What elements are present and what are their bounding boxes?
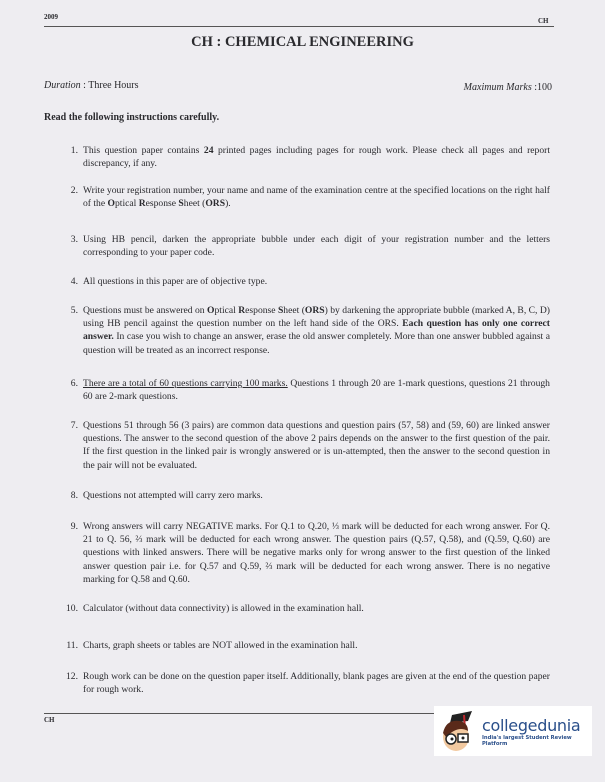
instruction-text [83, 377, 550, 403]
text-segment: S [178, 198, 184, 210]
instruction-number: 11. [66, 640, 78, 651]
instruction-number: 4. [70, 276, 78, 287]
duration-value: : Three Hours [80, 80, 139, 91]
max-marks-value: :100 [531, 82, 552, 93]
instruction-text [83, 639, 550, 652]
instruction-number: 8. [70, 490, 78, 501]
text-segment: Charts, graph sheets or tables are NOT allowed in the examination hall. [83, 640, 358, 651]
instruction-number: 12. [66, 671, 78, 682]
footer-code: CH [44, 716, 55, 724]
text-segment: heet ( [183, 198, 206, 210]
instruction-item [54, 184, 550, 210]
instruction-text [83, 602, 550, 615]
text-segment: Each question has only one correct answer. [83, 318, 550, 343]
instruction-item [54, 639, 550, 652]
instruction-number: 1. [70, 145, 78, 156]
mascot-icon [438, 709, 478, 753]
instruction-number: 7. [70, 420, 78, 431]
duration-label: Duration [44, 80, 81, 91]
instruction-number: 10. [66, 603, 78, 614]
instruction-item [54, 275, 550, 288]
instructions-heading: Read the following instructions carefully. [44, 112, 220, 123]
logo-name: collegedunia [482, 715, 581, 735]
text-segment: esponse [145, 198, 179, 210]
duration [44, 80, 139, 91]
instruction-text [83, 419, 550, 472]
instruction-item [54, 233, 550, 259]
instruction-text [83, 144, 550, 170]
text-segment: Rough work can be done on the question paper itself. Additionally, blank pages are given at the end of the question paper for rough work. [83, 671, 550, 696]
text-segment: Wrong answers will carry NEGATIVE marks. For Q.1 to Q.20, ⅓ mark will be deducted for each wrong answer. For Q. 21 to Q. 56, ⅔ mark will be deducted for each wrong answer. The question pairs (Q.57, Q.58), and (Q.59, Q.60) are questions with linked answers. There will be negative marks only for wrong answer to the first question of the linked answer question pair i.e. for Q.57 and Q.59, ⅔ mark will be deducted for each wrong answer. There is no negative marking for Q.58 and Q.60. [83, 521, 550, 585]
max-marks [464, 82, 552, 93]
text-segment: O [207, 305, 215, 316]
instruction-number: 5. [70, 305, 78, 316]
text-segment: Write your registration number, your name and name of the examination centre at the specified locations on the right half of the [83, 185, 550, 210]
collegedunia-logo [434, 706, 592, 756]
instruction-text [83, 670, 550, 696]
text-segment: esponse [245, 305, 278, 316]
text-segment: All questions in this paper are of objective type. [83, 276, 268, 287]
text-segment: Using HB pencil, darken the appropriate bubble under each digit of your registration number and the letters corresponding to your paper code. [83, 234, 550, 259]
instruction-number: 6. [70, 378, 78, 389]
instruction-item [54, 377, 550, 403]
text-segment: ) by darkening the appropriate bubble (marked A, B, C, D) using HB pencil against the question number on the left hand side of the ORS. [83, 305, 550, 330]
footer-rule [44, 713, 444, 714]
logo-tagline: India's largest Student Review Platform [482, 734, 572, 747]
text-segment: 24 [203, 145, 214, 156]
page-title: CH : CHEMICAL ENGINEERING [191, 34, 414, 50]
text-segment: ORS [205, 198, 226, 210]
instruction-item [54, 489, 550, 502]
instruction-text [83, 184, 550, 210]
instruction-number: 3. [70, 234, 78, 245]
instruction-item [54, 520, 550, 586]
text-segment: ptical [214, 305, 239, 316]
text-segment: ORS [304, 305, 325, 316]
text-segment: R [238, 305, 246, 316]
text-segment: S [277, 305, 284, 316]
text-segment: printed pages including pages for rough work. Please check all pages and report discrepancy, if any. [83, 145, 550, 170]
text-segment: Questions not attempted will carry zero marks. [83, 490, 263, 501]
instruction-number: 9. [70, 521, 78, 532]
instruction-text [83, 233, 550, 259]
instruction-text [83, 489, 550, 502]
instruction-item [54, 144, 550, 170]
text-segment: Calculator (without data connectivity) is allowed in the examination hall. [83, 603, 364, 614]
text-segment: Questions 51 through 56 (3 pairs) are common data questions and question pairs (57, 58) and (59, 60) are linked answer questions. The answer to the second question of the above 2 pairs depends on the answer to the first question of the pair. If the first question in the linked pair is wrongly answered or is un-attempted, then the answer to the second question in the pair will not be evaluated. [83, 420, 550, 471]
instruction-text [83, 304, 550, 357]
text-segment: O [107, 198, 115, 210]
instruction-item [54, 419, 550, 472]
instruction-item [54, 304, 550, 357]
text-segment: There are a total of 60 questions carrying 100 marks. [83, 378, 288, 389]
header-year: 2009 [44, 13, 58, 21]
instruction-item [54, 602, 550, 615]
text-segment: Questions 1 through 20 are 1-mark questions, questions 21 through 60 are 2-mark questions. [83, 378, 550, 403]
max-marks-label: Maximum Marks [463, 82, 532, 93]
text-segment: This question paper contains [83, 145, 204, 156]
text-segment: R [138, 198, 146, 210]
text-segment: ). [225, 198, 231, 210]
text-segment: Questions must be answered on [83, 305, 208, 316]
instruction-text [83, 520, 550, 586]
header-code: CH [538, 17, 549, 25]
instruction-number: 2. [70, 185, 78, 196]
text-segment: In case you wish to change an answer, erase the old answer completely. More than one answer bubbled against a question will be treated as an incorrect response. [83, 331, 550, 356]
text-segment: heet ( [283, 305, 305, 316]
header-rule [44, 26, 554, 27]
instruction-item [54, 670, 550, 696]
text-segment: ptical [114, 198, 139, 210]
instruction-text [83, 275, 550, 288]
